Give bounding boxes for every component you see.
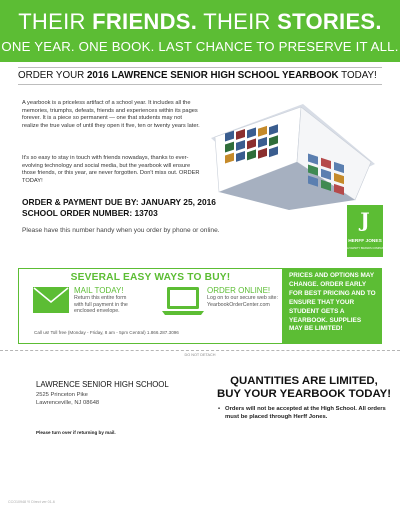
divider-top (18, 67, 382, 68)
turn-over-note: Please turn over if returning by mail. (36, 430, 116, 435)
laptop-icon (162, 286, 204, 316)
banner-headline (0, 9, 400, 35)
header-banner (0, 0, 400, 62)
headline-part-2: THEIR (197, 9, 278, 34)
intro-paragraph-2: It's so easy to stay in touch with friends nowadays, thanks to ever-evolving technology and social media, but the yearbook will ensure those friends, or this year, are never forgotten. Don't miss out. ORDER TODAY! (22, 155, 200, 184)
limited-line-1: QUANTITIES ARE LIMITED, (230, 375, 378, 387)
orders-notice-text: Orders will not be accepted at the High School. All orders must be placed through Herff Jones. (225, 406, 386, 420)
prices-notice-box: PRICES AND OPTIONS MAY CHANGE. ORDER EARLY FOR BEST PRICING AND TO ENSURE THAT YOUR STUDENT GETS A YEARBOOK. SUPPLIES MAY BE LIMITED! (283, 268, 382, 344)
order-online-text[interactable]: Log on to our secure web site: YearbookOrderCenter.com (207, 295, 278, 308)
herff-jones-logo (347, 205, 386, 257)
headline-bold-1: FRIENDS. (92, 9, 198, 34)
order-online-title[interactable]: ORDER ONLINE! (207, 286, 271, 295)
order-title-suffix: TODAY! (338, 70, 377, 81)
headline-part-1: THEIR (18, 9, 93, 34)
divider-bottom (18, 84, 382, 85)
school-street: 2525 Princeton Pike (36, 392, 88, 398)
order-title-bold: 2016 LAWRENCE SENIOR HIGH SCHOOL YEARBOOK (86, 70, 339, 81)
keep-number-note: Please have this number handy when you order by phone or online. (22, 227, 220, 234)
orders-notice (218, 405, 386, 421)
hj-logo-tagline: A VARSITY BRANDS COMPANY (347, 247, 386, 250)
do-not-detach-label: DO NOT DETACH (184, 353, 216, 357)
call-toll-free: Call us! Toll free (Monday - Friday, 8 am - 5pm Central) 1.866.287.3096 (34, 330, 179, 335)
mail-today-title: MAIL TODAY! (74, 286, 124, 295)
order-title-prefix: ORDER YOUR (18, 70, 87, 81)
school-city: Lawrenceville, NJ 08648 (36, 400, 100, 406)
quantities-limited-heading (214, 375, 394, 401)
mail-today-text: Return this entire form with full payment in the enclosed envelope. (74, 295, 128, 315)
hj-logo-name: HERFF JONES (348, 239, 382, 244)
ways-to-buy-box (18, 268, 283, 344)
intro-paragraph-1: A yearbook is a priceless artifact of a school year. It includes all the memories, triumphs, defeats, friends and experiences within its pages forever. It is a piece so permanent — one that students may not realize the true value of until they open it five, ten or twenty years later. (22, 100, 200, 129)
envelope-icon (33, 287, 69, 313)
due-date: ORDER & PAYMENT DUE BY: JANUARY 25, 2016 (22, 197, 216, 207)
due-info (22, 197, 216, 219)
order-title (18, 70, 377, 81)
cut-line (0, 350, 400, 351)
footer-code: CCO10948 YI Direct ver 01-6 (8, 500, 55, 504)
yearbook-image (205, 102, 380, 210)
headline-bold-2: STORIES. (277, 9, 382, 34)
hj-logo-mark-icon: J (360, 208, 370, 232)
banner-subline: ONE YEAR. ONE BOOK. LAST CHANCE TO PRESERVE IT ALL. (1, 39, 399, 54)
limited-line-2: BUY YOUR YEARBOOK TODAY! (216, 388, 392, 400)
ways-title: SEVERAL EASY WAYS TO BUY! (70, 272, 231, 283)
school-name: LAWRENCE SENIOR HIGH SCHOOL (36, 380, 169, 389)
school-order-number: SCHOOL ORDER NUMBER: 13703 (22, 208, 158, 218)
bullet-icon: • (218, 406, 221, 412)
